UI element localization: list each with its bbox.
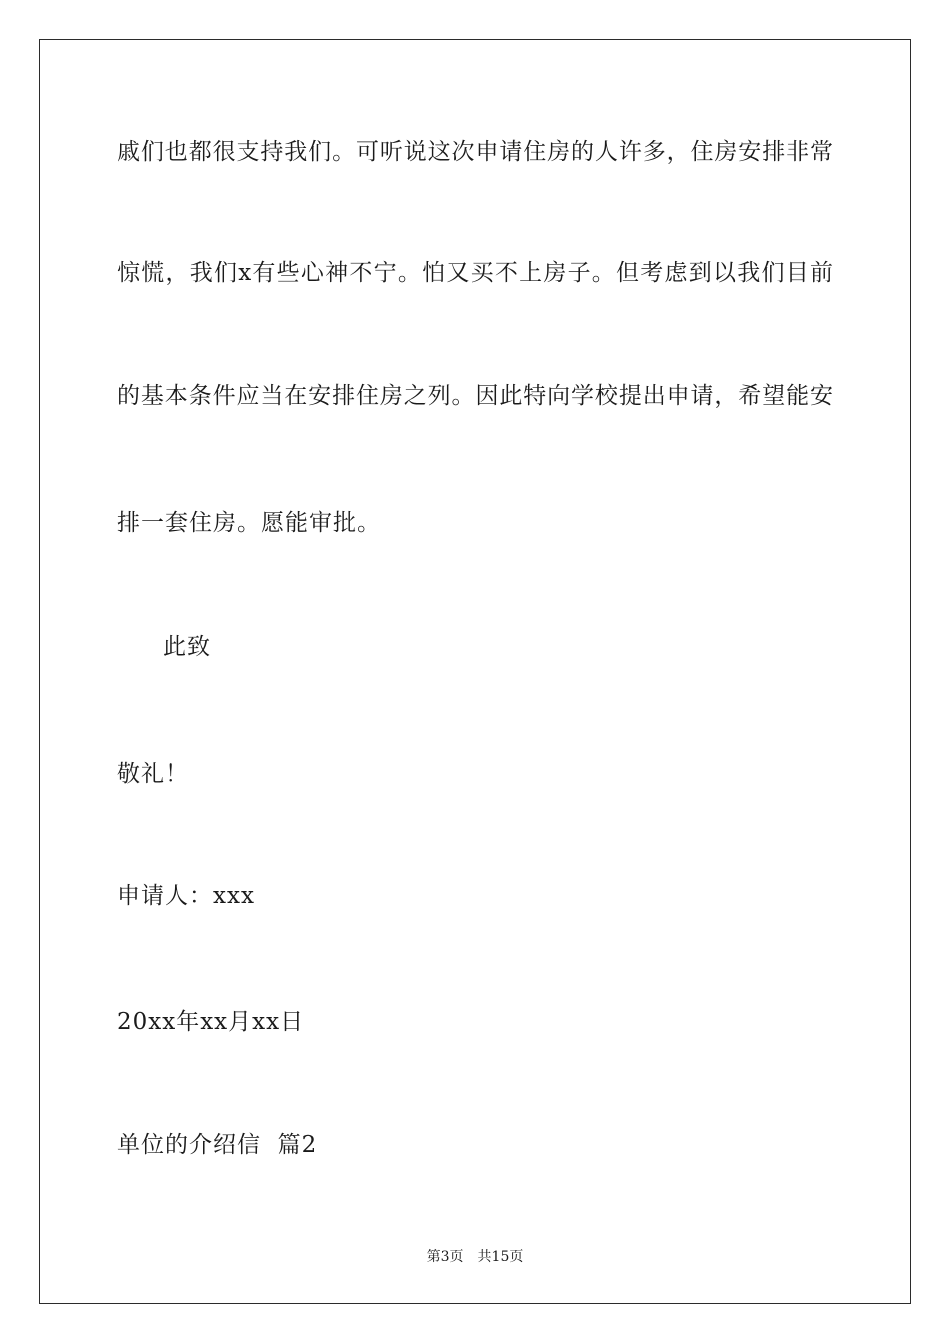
paragraph-line: 的基本条件应当在安排住房之列。因此特向学校提出申请，希望能安 [117,383,833,409]
closing: 敬礼！ [117,761,189,787]
letter-date: 20xx年xx月xx日 [117,1009,305,1035]
applicant-signature: 申请人：xxx [117,883,255,909]
page-border [39,39,911,1304]
page-total: 共15页 [477,1249,524,1265]
section-heading: 单位的介绍信 篇2 [117,1132,318,1158]
page-number: 第3页 [426,1249,464,1265]
paragraph-line: 排一套住房。愿能审批。 [117,510,381,536]
page-footer [0,1247,950,1267]
paragraph-line: 惊慌，我们x有些心神不宁。怕又买不上房子。但考虑到以我们目前 [117,260,833,286]
salutation: 此致 [163,634,211,660]
paragraph-line: 戚们也都很支持我们。可听说这次申请住房的人许多，住房安排非常 [117,139,833,165]
